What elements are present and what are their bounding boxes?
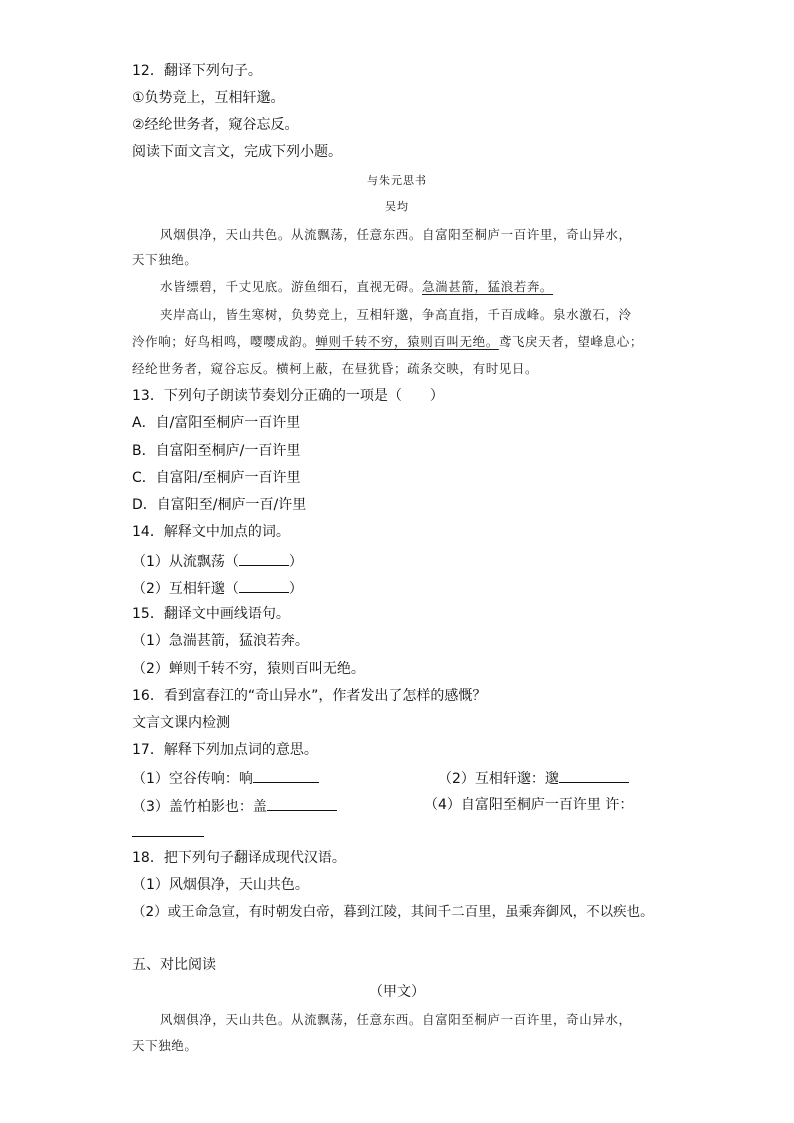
q15-title: 15．翻译文中画线语句。	[132, 606, 290, 622]
q15-item-1: （1）急湍甚箭，猛浪若奔。	[132, 633, 309, 649]
q14-item-1: （1）从流飘荡（ ）	[132, 551, 303, 571]
q13-option-a: A．自/富阳至桐庐一百许里	[132, 415, 301, 431]
q16-title: 16．看到富春江的“奇山异水”，作者发出了怎样的感慨？	[132, 688, 487, 704]
q15-item-2: （2）蝉则千转不穷，猿则百叫无绝。	[132, 661, 365, 677]
passage-p3-line3: 经纶世务者，窥谷忘反。横柯上蔽，在昼犹昏；疏条交映，有时见日。	[132, 361, 539, 376]
answer-blank	[239, 551, 289, 566]
reading-instruction: 阅读下面文言文，完成下列小题。	[132, 144, 342, 160]
q12-title: 12．翻译下列句子。	[132, 63, 262, 79]
q12-sentence-1: ①负势竞上，互相轩邈。	[132, 90, 285, 106]
q17-item-4-blank	[132, 822, 204, 842]
passage-p1-line2: 天下独绝。	[132, 252, 198, 267]
q14-item-2: （2）互相轩邈（ ）	[132, 578, 303, 598]
answer-blank	[253, 768, 319, 783]
answer-blank	[559, 768, 629, 783]
passage-p3-text-a: 泠作响；好鸟相鸣，嘤嘤成韵。	[132, 334, 316, 349]
passage-p3-underlined: 蝉则千转不穷，猿则百叫无绝。	[315, 334, 499, 349]
q14-title: 14．解释文中加点的词。	[132, 524, 290, 540]
passage-p1-line1: 风烟俱净，天山共色。从流飘荡，任意东西。自富阳至桐庐一百许里，奇山异水，	[160, 227, 632, 242]
passage-p3-line2	[132, 333, 643, 351]
q18-title: 18．把下列句子翻译成现代汉语。	[132, 850, 346, 866]
passage-p2-underlined: 急湍甚箭，猛浪若奔。	[422, 279, 554, 294]
text-a-label: （甲文）	[369, 984, 425, 1000]
q13-title: 13．下列句子朗读节奏划分正确的一项是（ ）	[132, 388, 444, 404]
answer-blank	[132, 822, 204, 837]
passage-p2-text: 水皆缥碧，千丈见底。游鱼细石，直视无碍。	[160, 279, 423, 294]
q12-sentence-2: ②经纶世务者，窥谷忘反。	[132, 117, 299, 133]
section-5-title: 五、对比阅读	[132, 957, 216, 973]
text-a-line1: 风烟俱净，天山共色。从流飘荡，任意东西。自富阳至桐庐一百许里，奇山异水，	[160, 1012, 632, 1027]
q17-title: 17．解释下列加点词的意思。	[132, 742, 318, 758]
q18-item-1: （1）风烟俱净，天山共色。	[132, 877, 309, 893]
q13-option-d: D．自富阳至/桐庐一百/许里	[132, 497, 307, 513]
passage-p2	[160, 278, 553, 296]
q17-item-2: （2）互相轩邈：邈	[438, 768, 629, 788]
passage-p3-text-b: 鸢飞戾天者，望峰息心；	[498, 334, 643, 349]
passage-title: 与朱元思书	[367, 174, 427, 187]
passage-p3-line1: 夹岸高山，皆生寒树，负势竞上，互相轩邈，争高直指，千百成峰。泉水激石，泠	[160, 307, 632, 322]
q17-item-3: （3）盖竹柏影也：盖	[132, 796, 337, 816]
q18-item-2: （2）或王命急宣，有时朝发白帝，暮到江陵，其间千二百里，虽乘奔御风，不以疾也。	[132, 904, 654, 920]
q13-option-c: C．自富阳/至桐庐一百许里	[132, 470, 301, 486]
q13-option-b: B．自富阳至桐庐/一百许里	[132, 443, 301, 459]
answer-blank	[239, 578, 289, 593]
answer-blank	[267, 796, 337, 811]
text-a-line2: 天下独绝。	[132, 1038, 198, 1053]
q17-item-1: （1）空谷传响：响	[132, 768, 319, 788]
q17-item-4: （4）自富阳至桐庐一百许里 许：	[424, 797, 634, 813]
passage-author: 吴均	[385, 200, 409, 213]
section-in-class-check: 文言文课内检测	[132, 715, 230, 731]
